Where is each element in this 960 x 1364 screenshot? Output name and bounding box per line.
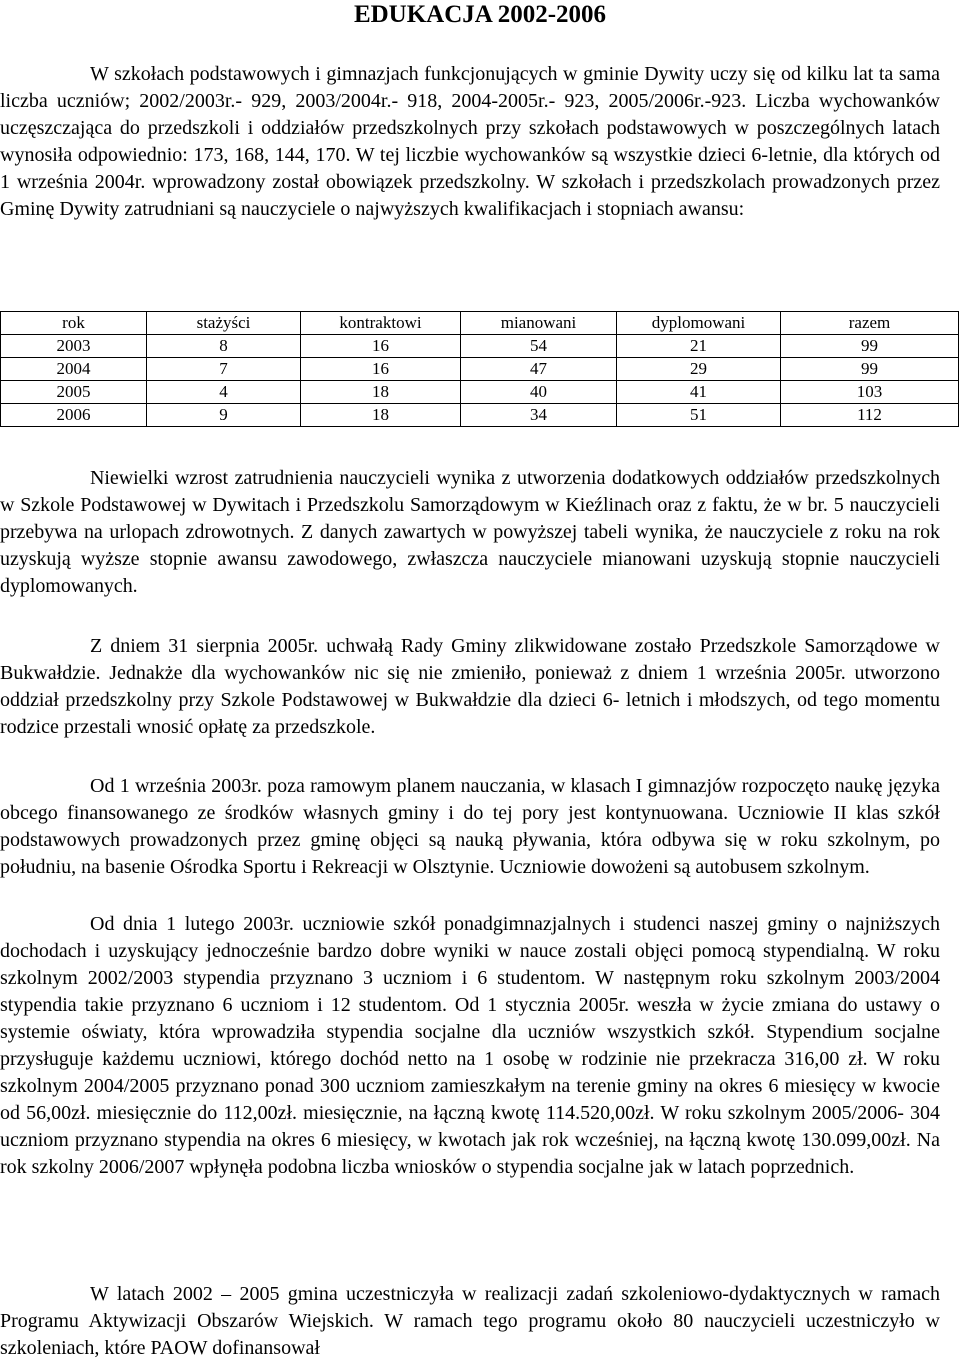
- table-cell: 47: [461, 358, 617, 381]
- table-row: [1, 381, 959, 404]
- column-header: dyplomowani: [617, 312, 781, 335]
- table-row: [1, 358, 959, 381]
- table-cell: 4: [147, 381, 301, 404]
- table-cell: 16: [301, 335, 461, 358]
- table-cell: 21: [617, 335, 781, 358]
- paragraph-scholarships: Od dnia 1 lutego 2003r. uczniowie szkół ponadgimnazjalnych i studenci naszej gminy o najniższych dochodach i uzyskujący jednocześnie bardzo dobre wyniki w nauce zostali objęci pomocą stypendialną. W roku szkolnym 2002/2003 stypendia przyznano 3 uczniom i 6 studentom. W następnym roku szkolnym 2003/2004 stypendia takie przyznano 6 uczniom i 12 studentom. Od 1 stycznia 2005r. weszła w życie zmiana do ustawy o systemie oświaty, która wprowadziła stypendia socjalne dla uczniów wszystkich szkół. Stypendium socjalne przysługuje każdemu uczniowi, którego dochód netto na 1 osobę w rodzinie nie przekracza 316,00 zł. W roku szkolnym 2004/2005 przyznano ponad 300 uczniom zamieszkałym na terenie gminy na okres 6 miesięcy w kwocie od 56,00zł. miesięcznie do 112,00zł. miesięcznie, na łączną kwotę 114.520,00zł. W roku szkolnym 2005/2006- 304 uczniom przyznano stypendia na okres 6 miesięcy, w kwotach jak rok wcześniej, na łączną kwotę 130.099,00zł. Na rok szkolny 2006/2007 wpłynęła podobna liczba wniosków o stypendia socjalne jak w latach poprzednich.: [0, 913, 940, 1178]
- table-cell: 2004: [1, 358, 147, 381]
- table-cell: 103: [781, 381, 959, 404]
- table-cell: 41: [617, 381, 781, 404]
- table-cell: 2006: [1, 404, 147, 427]
- column-header: kontraktowi: [301, 312, 461, 335]
- table-cell: 29: [617, 358, 781, 381]
- paragraph-paow: W latach 2002 – 2005 gmina uczestniczyła w realizacji zadań szkoleniowo-dydaktycznych w ramach Programu Aktywizacji Obszarów Wiejskich. W ramach tego programu około 80 nauczycieli uczestniczyło w szkoleniach, które PAOW dofinansował: [0, 1283, 940, 1359]
- table-cell: 18: [301, 404, 461, 427]
- table-cell: 18: [301, 381, 461, 404]
- column-header: razem: [781, 312, 959, 335]
- table-cell: 2005: [1, 381, 147, 404]
- paragraph-languages: Od 1 września 2003r. poza ramowym planem nauczania, w klasach I gimnazjów rozpoczęto naukę języka obcego finansowanego ze środków własnych gminy i do tej pory jest kontynuowana. Uczniowie II klas szkół podstawowych prowadzonych przez gminę objęci są nauką pływania, która odbywa się w roku szkolnym, po południu, na basenie Ośrodka Sportu i Rekreacji w Olsztynie. Uczniowie dowożeni są autobusem szkolnym.: [0, 775, 940, 878]
- column-header: stażyści: [147, 312, 301, 335]
- table-cell: 112: [781, 404, 959, 427]
- column-header: rok: [1, 312, 147, 335]
- table-row: [1, 335, 959, 358]
- column-header: mianowani: [461, 312, 617, 335]
- table-cell: 51: [617, 404, 781, 427]
- document-title: EDUKACJA 2002-2006: [353, 1, 607, 28]
- table-cell: 99: [781, 335, 959, 358]
- table-cell: 54: [461, 335, 617, 358]
- paragraph-intro: W szkołach podstawowych i gimnazjach funkcjonujących w gminie Dywity uczy się od kilku lat ta sama liczba uczniów; 2002/2003r.- 929, 2003/2004r.- 918, 2004-2005r.- 923, 2005/2006r.-923. Liczba wychowanków uczęszczająca do przedszkoli i oddziałów przedszkolnych przy szkołach podstawowych w poszczególnych latach wynosiła odpowiednio: 173, 168, 144, 170. W tej liczbie wychowanków są wszystkie dzieci 6-letnie, dla których od 1 września 2004r. wprowadzony został obowiązek przedszkolny. W szkołach i przedszkolach prowadzonych przez Gminę Dywity zatrudniani są nauczyciele o najwyższych kwalifikacjach i stopniach awansu:: [0, 63, 940, 220]
- teachers-table: [0, 311, 959, 427]
- table-cell: 99: [781, 358, 959, 381]
- table-cell: 9: [147, 404, 301, 427]
- table-cell: 16: [301, 358, 461, 381]
- paragraph-bukwald: Z dniem 31 sierpnia 2005r. uchwałą Rady Gminy zlikwidowane zostało Przedszkole Samorządowe w Bukwałdzie. Jednakże dla wychowanków nic się nie zmieniło, ponieważ z dniem 1 września 2005r. utworzono oddział przedszkolny przy Szkole Podstawowej w Bukwałdzie dla dzieci 6- letnich i młodszych, od tego momentu rodzice przestali wnosić opłatę za przedszkole.: [0, 635, 940, 738]
- table-cell: 34: [461, 404, 617, 427]
- table-header-row: [1, 312, 959, 335]
- table-cell: 8: [147, 335, 301, 358]
- paragraph-employment: Niewielki wzrost zatrudnienia nauczycieli wynika z utworzenia dodatkowych oddziałów przedszkolnych w Szkole Podstawowej w Dywitach i Przedszkolu Samorządowym w Kieźlinach oraz z faktu, że w br. 5 nauczycieli przebywa na urlopach zdrowotnych. Z danych zawartych w powyższej tabeli wynika, że nauczyciele z roku na rok uzyskują wyższe stopnie awansu zawodowego, zwłaszcza nauczyciele mianowani uzyskują stopnie nauczycieli dyplomowanych.: [0, 467, 940, 597]
- table-cell: 7: [147, 358, 301, 381]
- table-row: [1, 404, 959, 427]
- table-cell: 2003: [1, 335, 147, 358]
- table-cell: 40: [461, 381, 617, 404]
